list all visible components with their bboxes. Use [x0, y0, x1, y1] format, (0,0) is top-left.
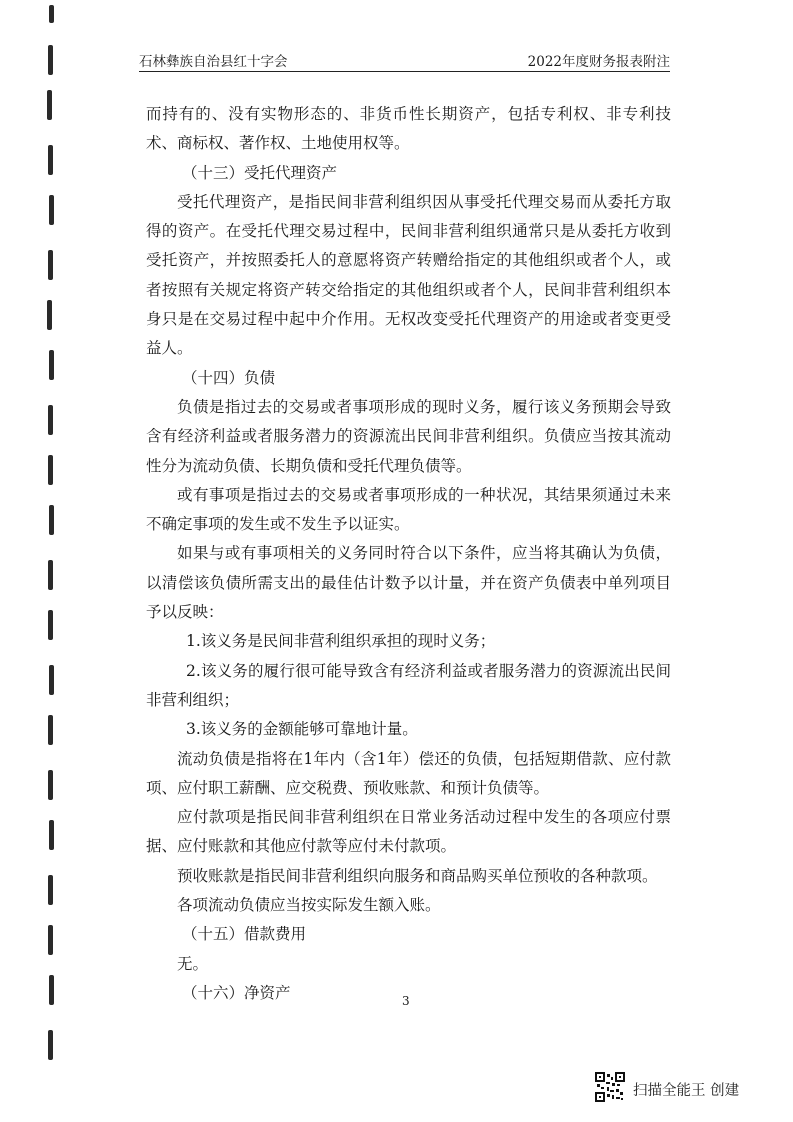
- paragraph: 应付款项是指民间非营利组织在日常业务活动过程中发生的各项应付票据、应付账款和其他应付款等应付未付款项。: [146, 808, 671, 856]
- binding-holes: [44, 0, 60, 1122]
- section-heading: （十四）负债: [182, 368, 276, 387]
- scanner-watermark: [595, 1070, 775, 1110]
- paragraph: 无。: [177, 954, 209, 973]
- section-heading: （十三）受托代理资产: [182, 163, 338, 182]
- paragraph: 各项流动负债应当按实际发生额入账。: [177, 896, 441, 915]
- page-header: [139, 47, 670, 72]
- paragraph: 受托代理资产，是指民间非营利组织因从事受托代理交易而从委托方取得的资产。在受托代理交易过程中，民间非营利组织通常只是从委托方收到受托资产，并按照委托人的意愿将资产转赠给指定的其他组织或者个人，或者按照有关规定将资产转交给指定的其他组织或者个人，民间非营利组织本身只是在交易过程中起中介作用。无权改变受托代理资产的用途或者变更受益人。: [146, 192, 671, 358]
- paragraph: 流动负债是指将在1年内（含1年）偿还的负债，包括短期借款、应付款项、应付职工薪酬、应交税费、预收账款、和预计负债等。: [146, 749, 671, 797]
- header-doc-title: 2022年度财务报表附注: [527, 54, 670, 70]
- paragraph: 如果与或有事项相关的义务同时符合以下条件，应当将其确认为负债，以清偿该负债所需支出的最佳估计数予以计量，并在资产负债表中单列项目予以反映：: [146, 544, 671, 622]
- header-org-name: 石林彝族自治县红十字会: [139, 54, 288, 70]
- watermark-text: 扫描全能王 创建: [633, 1083, 740, 1099]
- page-number: 3: [402, 994, 410, 1008]
- list-item: 1.该义务是民间非营利组织承担的现时义务；: [186, 632, 496, 651]
- paragraph: 预收账款是指民间非营利组织向服务和商品购买单位预收的各种款项。: [177, 866, 658, 885]
- paragraph: 或有事项是指过去的交易或者事项形成的一种状况，其结果须通过未来不确定事项的发生或不发生予以证实。: [146, 485, 671, 534]
- document-body: [146, 100, 671, 1008]
- qr-code-icon: [595, 1072, 625, 1102]
- paragraph: 负债是指过去的交易或者事项形成的现时义务，履行该义务预期会导致含有经济利益或者服务潜力的资源流出民间非营利组织。负债应当按其流动性分为流动负债、长期负债和受托代理负债等。: [146, 397, 671, 475]
- section-heading: （十五）借款费用: [182, 925, 307, 944]
- list-item: 2.该义务的履行很可能导致含有经济利益或者服务潜力的资源流出民间非营利组织；: [146, 661, 671, 709]
- section-heading: （十六）净资产: [182, 983, 291, 1002]
- paragraph-continuation: 而持有的、没有实物形态的、非货币性长期资产，包括专利权、非专利技术、商标权、著作权、土地使用权等。: [146, 105, 671, 153]
- list-item: 3.该义务的金额能够可靠地计量。: [186, 720, 418, 739]
